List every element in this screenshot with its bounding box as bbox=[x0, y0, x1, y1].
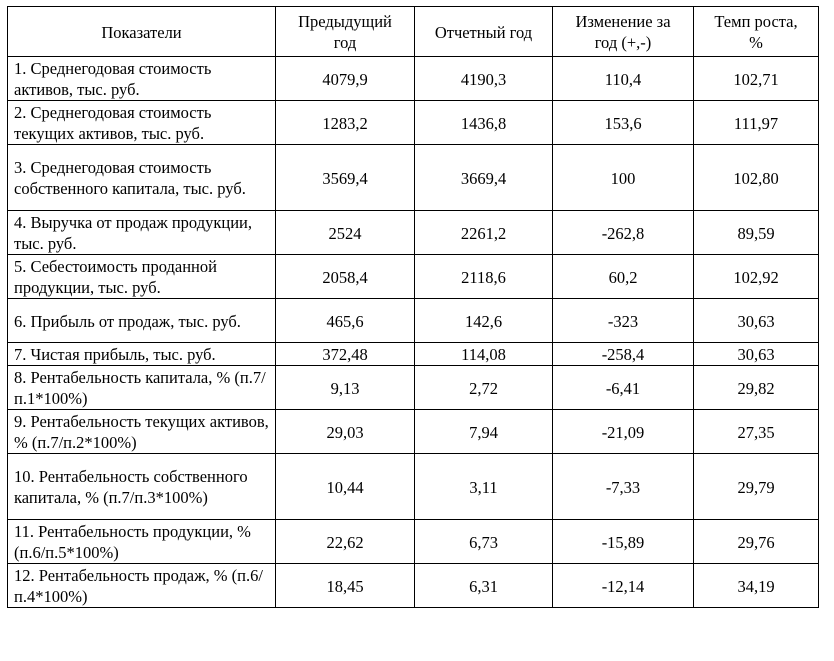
reporting-year-cell: 6,73 bbox=[415, 520, 553, 564]
reporting-year-cell: 4190,3 bbox=[415, 57, 553, 101]
row-name-cell: 9. Рентабельность текущих активов, % (п.7/п.2*100%) bbox=[8, 410, 276, 454]
growth-rate-cell: 29,79 bbox=[694, 454, 819, 520]
table-row bbox=[8, 520, 819, 564]
reporting-year-cell: 2261,2 bbox=[415, 211, 553, 255]
change-cell: -15,89 bbox=[553, 520, 694, 564]
reporting-year-cell: 1436,8 bbox=[415, 101, 553, 145]
previous-year-cell: 372,48 bbox=[276, 343, 415, 366]
table-row bbox=[8, 101, 819, 145]
growth-rate-cell: 27,35 bbox=[694, 410, 819, 454]
table-row bbox=[8, 211, 819, 255]
previous-year-cell: 2524 bbox=[276, 211, 415, 255]
row-name-cell: 8. Рентабельность капитала, % (п.7/п.1*100%) bbox=[8, 366, 276, 410]
change-cell: -6,41 bbox=[553, 366, 694, 410]
row-name-cell: 1. Среднегодовая стоимость активов, тыс. руб. bbox=[8, 57, 276, 101]
row-name-cell: 12. Рентабельность продаж, % (п.6/п.4*100%) bbox=[8, 564, 276, 608]
previous-year-cell: 4079,9 bbox=[276, 57, 415, 101]
previous-year-cell: 22,62 bbox=[276, 520, 415, 564]
table-body bbox=[8, 57, 819, 608]
growth-rate-cell: 102,71 bbox=[694, 57, 819, 101]
table-row bbox=[8, 564, 819, 608]
growth-rate-cell: 102,80 bbox=[694, 145, 819, 211]
growth-rate-cell: 102,92 bbox=[694, 255, 819, 299]
reporting-year-cell: 2,72 bbox=[415, 366, 553, 410]
change-cell: 100 bbox=[553, 145, 694, 211]
growth-rate-cell: 29,82 bbox=[694, 366, 819, 410]
reporting-year-cell: 7,94 bbox=[415, 410, 553, 454]
reporting-year-cell: 2118,6 bbox=[415, 255, 553, 299]
table-row bbox=[8, 454, 819, 520]
row-name-cell: 7. Чистая прибыль, тыс. руб. bbox=[8, 343, 276, 366]
growth-rate-cell: 89,59 bbox=[694, 211, 819, 255]
previous-year-cell: 18,45 bbox=[276, 564, 415, 608]
header-previous-year: Предыдущий год bbox=[276, 7, 415, 57]
table-row bbox=[8, 299, 819, 343]
row-name-cell: 4. Выручка от продаж продукции, тыс. руб. bbox=[8, 211, 276, 255]
header-indicators: Показатели bbox=[8, 7, 276, 57]
header-reporting-year: Отчетный год bbox=[415, 7, 553, 57]
change-cell: -323 bbox=[553, 299, 694, 343]
previous-year-cell: 1283,2 bbox=[276, 101, 415, 145]
header-change: Изменение за год (+,-) bbox=[553, 7, 694, 57]
row-name-cell: 5. Себестоимость проданной продукции, тыс. руб. bbox=[8, 255, 276, 299]
header-row bbox=[8, 7, 819, 57]
change-cell: -21,09 bbox=[553, 410, 694, 454]
row-name-cell: 2. Среднегодовая стоимость текущих активов, тыс. руб. bbox=[8, 101, 276, 145]
table-row bbox=[8, 57, 819, 101]
previous-year-cell: 3569,4 bbox=[276, 145, 415, 211]
reporting-year-cell: 6,31 bbox=[415, 564, 553, 608]
table-row bbox=[8, 410, 819, 454]
change-cell: 60,2 bbox=[553, 255, 694, 299]
growth-rate-cell: 30,63 bbox=[694, 343, 819, 366]
table-row bbox=[8, 343, 819, 366]
row-name-cell: 10. Рентабельность собственного капитала, % (п.7/п.3*100%) bbox=[8, 454, 276, 520]
change-cell: -7,33 bbox=[553, 454, 694, 520]
table-row bbox=[8, 366, 819, 410]
row-name-cell: 6. Прибыль от продаж, тыс. руб. bbox=[8, 299, 276, 343]
row-name-cell: 11. Рентабельность продукции, % (п.6/п.5*100%) bbox=[8, 520, 276, 564]
reporting-year-cell: 3669,4 bbox=[415, 145, 553, 211]
reporting-year-cell: 3,11 bbox=[415, 454, 553, 520]
growth-rate-cell: 29,76 bbox=[694, 520, 819, 564]
table-row bbox=[8, 255, 819, 299]
previous-year-cell: 9,13 bbox=[276, 366, 415, 410]
change-cell: -258,4 bbox=[553, 343, 694, 366]
header-growth-rate: Темп роста, % bbox=[694, 7, 819, 57]
table-row bbox=[8, 145, 819, 211]
change-cell: 110,4 bbox=[553, 57, 694, 101]
growth-rate-cell: 34,19 bbox=[694, 564, 819, 608]
previous-year-cell: 465,6 bbox=[276, 299, 415, 343]
indicators-table bbox=[7, 6, 819, 608]
previous-year-cell: 2058,4 bbox=[276, 255, 415, 299]
change-cell: -262,8 bbox=[553, 211, 694, 255]
growth-rate-cell: 111,97 bbox=[694, 101, 819, 145]
previous-year-cell: 29,03 bbox=[276, 410, 415, 454]
previous-year-cell: 10,44 bbox=[276, 454, 415, 520]
growth-rate-cell: 30,63 bbox=[694, 299, 819, 343]
reporting-year-cell: 114,08 bbox=[415, 343, 553, 366]
change-cell: -12,14 bbox=[553, 564, 694, 608]
document-page bbox=[7, 6, 819, 608]
reporting-year-cell: 142,6 bbox=[415, 299, 553, 343]
table-header bbox=[8, 7, 819, 57]
change-cell: 153,6 bbox=[553, 101, 694, 145]
row-name-cell: 3. Среднегодовая стоимость собственного капитала, тыс. руб. bbox=[8, 145, 276, 211]
